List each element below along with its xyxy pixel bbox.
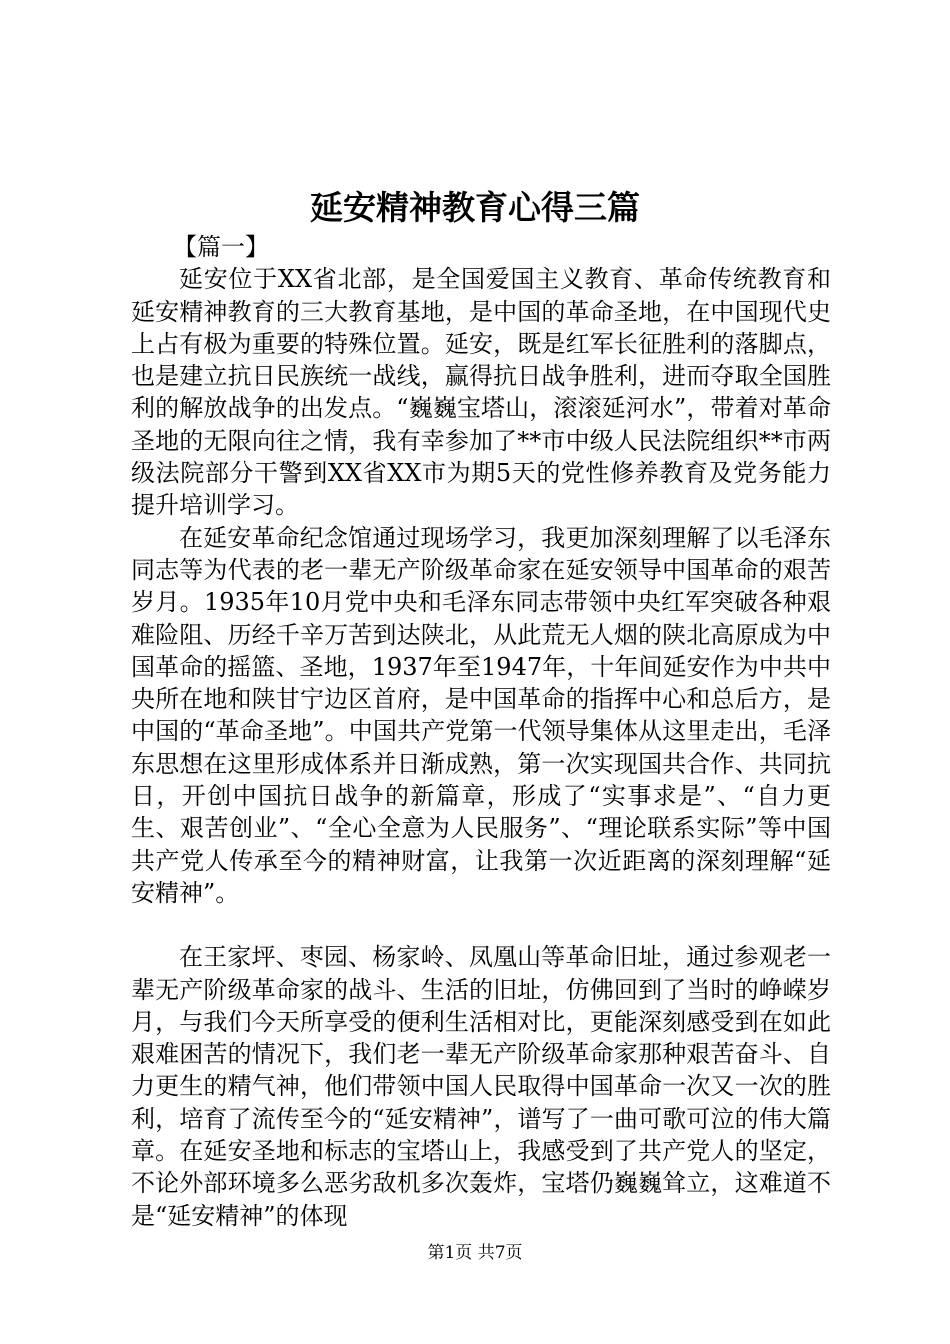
document-title: 延安精神教育心得三篇 — [310, 188, 640, 227]
paragraph-spacer — [131, 909, 831, 941]
paragraph-2: 在延安革命纪念馆通过现场学习，我更加深刻理解了以毛泽东同志等为代表的老一辈无产阶级革命家在延安领导中国革命的艰苦岁月。1935年10月党中央和毛泽东同志带领中央红军突破各种艰难险阻、历经千辛万苦到达陕北，从此荒无人烟的陕北高原成为中国革命的摇篮、圣地，1937年至1947年，十年间延安作为中共中央所在地和陕甘宁边区首府，是中国革命的指挥中心和总后方，是中国的“革命圣地”。中国共产党第一代领导集体从这里走出，毛泽东思想在这里形成体系并日渐成熟，第一次实现国共合作、共同抗日，开创中国抗日战争的新篇章，形成了“实事求是”、“自力更生、艰苦创业”、“全心全意为人民服务”、“理论联系实际”等中国共产党人传承至今的精神财富，让我第一次近距离的深刻理解“延安精神”。 — [131, 523, 831, 907]
page-footer: 第1页 共7页 — [427, 1243, 523, 1263]
section-label: 【篇一】 — [173, 233, 269, 261]
document-body — [131, 231, 831, 1232]
paragraph-1: 延安位于XX省北部，是全国爱国主义教育、革命传统教育和延安精神教育的三大教育基地，是中国的革命圣地，在中国现代史上占有极为重要的特殊位置。延安，既是红军长征胜利的落脚点，也是建立抗日民族统一战线，赢得抗日战争胜利，进而夺取全国胜利的解放战争的出发点。“巍巍宝塔山，滚滚延河水”，带着对革命圣地的无限向往之情，我有幸参加了**市中级人民法院组织**市两级法院部分干警到XX省XX市为期5天的党性修养教育及党务能力提升培训学习。 — [131, 265, 831, 520]
paragraph-3: 在王家坪、枣园、杨家岭、凤凰山等革命旧址，通过参观老一辈无产阶级革命家的战斗、生活的旧址，仿佛回到了当时的峥嵘岁月，与我们今天所享受的便利生活相对比，更能深刻感受到在如此艰难困苦的情况下，我们老一辈无产阶级革命家那种艰苦奋斗、自力更生的精气神，他们带领中国人民取得中国革命一次又一次的胜利，培育了流传至今的“延安精神”，谱写了一曲可歌可泣的伟大篇章。在延安圣地和标志的宝塔山上，我感受到了共产党人的坚定，不论外部环境多么恶劣敌机多次轰炸，宝塔仍巍巍耸立，这难道不是“延安精神”的体现 — [131, 943, 831, 1230]
